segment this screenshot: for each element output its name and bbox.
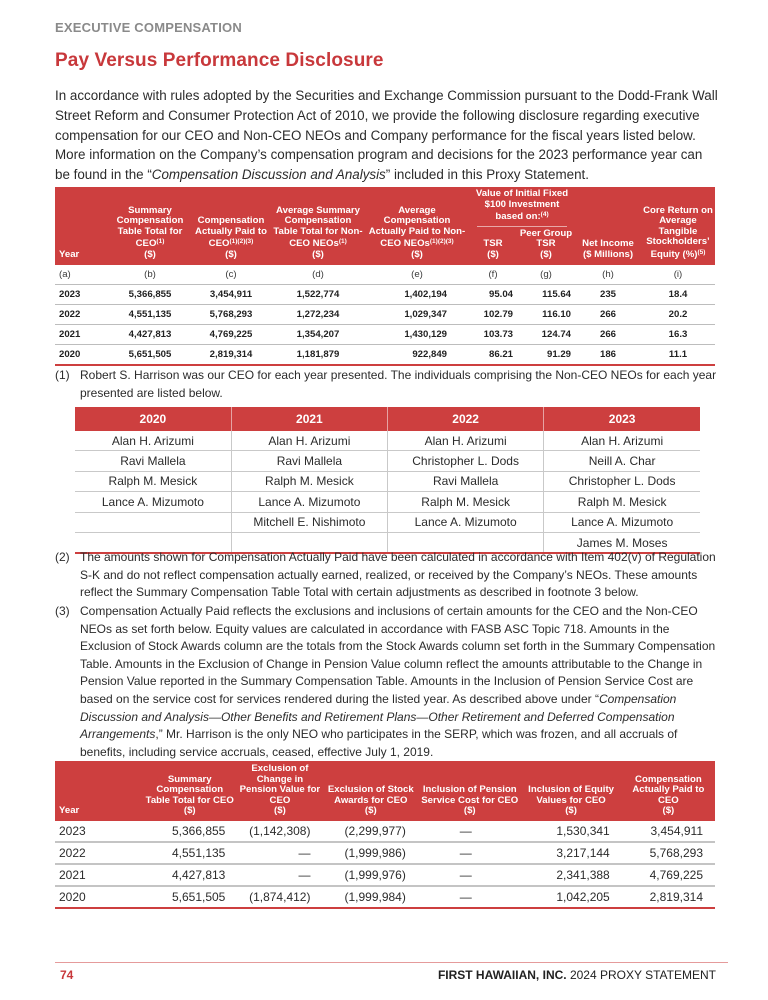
- footnote-1: (1) Robert S. Harrison was our CEO for each year presented. The individuals comprising the Non-CEO NEOs for each year presented are listed below.: [55, 368, 717, 400]
- table-row: Ravi Mallela Ravi Mallela Christopher L. Dods Neill A. Char: [75, 451, 700, 471]
- intro-text: In accordance with rules adopted by the Securities and Exchange Commission pursuant to the Dodd-Frank Wall Street Reform and Consumer Protection Act of 2010, we provide the following disclosure regarding executive compensation for our CEO and Non-CEO NEOs and Company performance for the fiscal years listed below. More information on the Company’s compensation program and decisions for the 2023 performance year can be found in the “: [55, 88, 718, 183]
- intro-text-end: ” included in this Proxy Statement.: [385, 167, 589, 183]
- column-letter-row: (a) (b) (c) (d) (e) (f) (g) (h) (i): [55, 265, 715, 285]
- table-row: Mitchell E. Nishimoto Lance A. Mizumoto Lance A. Mizumoto: [75, 512, 700, 532]
- table-row: James M. Moses: [75, 532, 700, 553]
- cap-col-header-sct-total: Summary Compensation Table Total for CEO ($): [142, 761, 237, 821]
- table-row: 2023 5,366,855 (1,142,308) (2,299,977) — 1,530,341 3,454,911: [55, 821, 715, 842]
- table-row: Ralph M. Mesick Ralph M. Mesick Ravi Mallela Christopher L. Dods: [75, 471, 700, 491]
- footer-company: FIRST HAWAIIAN, INC.: [437, 968, 567, 982]
- neo-year-header: 2020: [75, 407, 231, 431]
- col-header-sct-ceo: Summary Compensation Table Total for CEO$^{(1)}$ ($): [109, 187, 191, 265]
- table-row: 2021 4,427,813 4,769,225 1,354,207 1,430,129 103.73 124.74 266 16.3: [55, 324, 715, 344]
- cap-col-header-cap-ceo: Compensation Actually Paid to CEO ($): [622, 761, 715, 821]
- neo-year-header: 2021: [231, 407, 387, 431]
- neo-year-header: 2022: [388, 407, 544, 431]
- col-header-core-rotce: Core Return on Average Tangible Stockholders’ Equity (%)$^{(5)}$: [641, 187, 715, 265]
- non-ceo-neo-table: [75, 407, 700, 554]
- table-row: 2023 5,366,855 3,454,911 1,522,774 1,402,194 95.04 115.64 235 18.4: [55, 284, 715, 304]
- section-label: EXECUTIVE COMPENSATION: [55, 20, 242, 35]
- col-header-net-income: Net Income ($ Millions): [575, 187, 641, 265]
- cap-col-header-pension-exclusion: Exclusion of Change in Pension Value for CEO ($): [237, 761, 322, 821]
- intro-paragraph: [55, 86, 720, 185]
- table-row: 2022 4,551,135 — (1,999,986) — 3,217,144 5,768,293: [55, 842, 715, 864]
- cap-col-header-year: Year: [55, 761, 142, 821]
- col-header-avg-sct-neo: Average Summary Compensation Table Total for Non-CEO NEOs$^{(1)}$ ($): [271, 187, 365, 265]
- footnote-2: (2) The amounts shown for Compensation Actually Paid have been calculated in accordance with Item 402(v) of Regulation S-K and do not reflect compensation actually earned, realized, or received by the Company’s NEOs. These amounts reflect the Summary Compensation Table Total with certain adjustments as described in footnote 3 below.: [55, 550, 716, 600]
- footnote-3: (3) Compensation Actually Paid reflects the exclusions and inclusions of certain amounts for the CEO and the Non-CEO NEOs as set forth below. Equity values are calculated in accordance with FASB ASC Topic 718. Amounts in the Exclusion of Stock Awards column are the totals from the Stock Awards column set forth in the Summary Compensation Table. Amounts in the Exclusion of Change in Pension Value column reflect the amounts attributable to the Change in Pension Value reported in the Summary Compensation Table. Amounts in the Inclusion of Pension Service Cost are based on the service cost for services rendered during the listed year. As described above under “Compensation Discussion and Analysis—Other Benefits and Retirement Plans—Other Retirement and Deferred Compensation Arrangements,” Mr. Harrison is the only NEO who participates in the SERP, which was frozen, and all accruals of benefits, including service accruals, ceased, effective July 1, 2019.: [55, 604, 716, 759]
- pay-versus-performance-table: [55, 187, 715, 366]
- intro-cda-reference: Compensation Discussion and Analysis: [151, 167, 386, 183]
- table-row: 2021 4,427,813 — (1,999,976) — 2,341,388 4,769,225: [55, 864, 715, 886]
- page-number: 74: [60, 968, 74, 982]
- col-header-year: Year: [55, 187, 109, 265]
- neo-year-header: 2023: [544, 407, 700, 431]
- cda-section-reference: Compensation Discussion and Analysis—Other Benefits and Retirement Plans—Other Retirement and Deferred Compensation Arrangements: [80, 691, 677, 742]
- cap-col-header-equity-values: Inclusion of Equity Values for CEO ($): [520, 761, 621, 821]
- cap-col-header-pension-service-cost: Inclusion of Pension Service Cost for CEO ($): [419, 761, 520, 821]
- footer-document-title: [438, 968, 716, 982]
- cap-col-header-stock-exclusion: Exclusion of Stock Awards for CEO ($): [322, 761, 419, 821]
- table-row: 2020 5,651,505 2,819,314 1,181,879 922,849 86.21 91.29 186 11.1: [55, 344, 715, 365]
- col-group-header-investment: Value of Initial Fixed $100 Investment based on:$^{(4)}$: [469, 187, 575, 229]
- table-row: Alan H. Arizumi Alan H. Arizumi Alan H. Arizumi Alan H. Arizumi: [75, 431, 700, 451]
- ceo-cap-reconciliation-table: [55, 761, 715, 909]
- footer-divider: [55, 962, 728, 963]
- table-row: 2020 5,651,505 (1,874,412) (1,999,984) — 1,042,205 2,819,314: [55, 886, 715, 908]
- table-row: 2022 4,551,135 5,768,293 1,272,234 1,029,347 102.79 116.10 266 20.2: [55, 304, 715, 324]
- table-row: Lance A. Mizumoto Lance A. Mizumoto Ralph M. Mesick Ralph M. Mesick: [75, 492, 700, 512]
- page-title: Pay Versus Performance Disclosure: [55, 50, 384, 71]
- col-header-avg-cap-neo: Average Compensation Actually Paid to Non-CEO NEOs$^{(1)(2)(3)}$ ($): [365, 187, 469, 265]
- col-header-tsr: TSR ($): [469, 229, 517, 265]
- col-header-peer-tsr: Peer Group TSR ($): [517, 229, 575, 265]
- footer-doc-name: 2024 PROXY STATEMENT: [566, 968, 716, 982]
- col-header-cap-ceo: Compensation Actually Paid to $CEO^{(1)(2)(3)}$ ($): [191, 187, 271, 265]
